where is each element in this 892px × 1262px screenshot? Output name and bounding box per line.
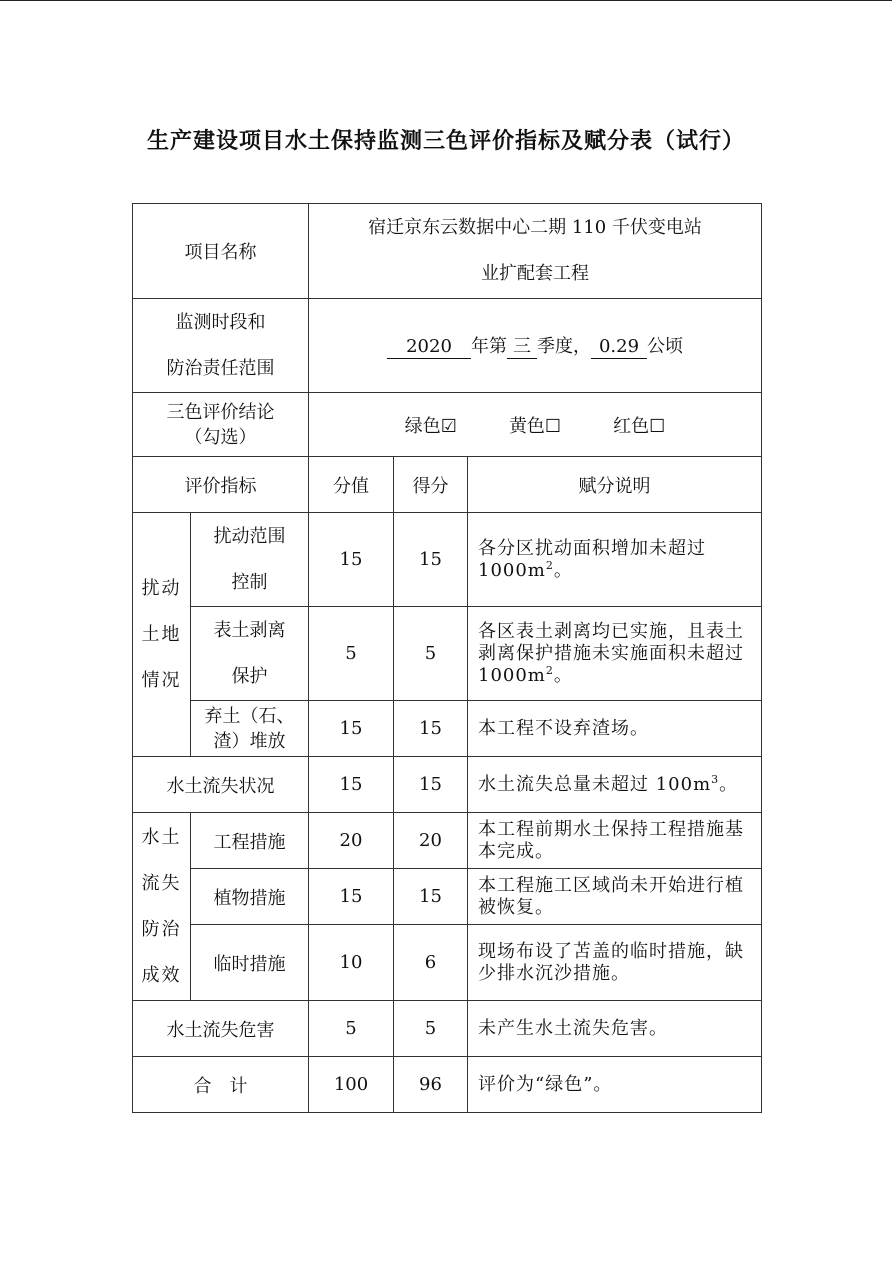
period-area-unit: 公顷 — [647, 336, 684, 357]
project-name — [309, 204, 762, 299]
table-row — [133, 925, 762, 1001]
table-row — [133, 607, 762, 701]
period-year: 2020 — [387, 336, 471, 359]
note-superscript: 3 — [711, 772, 720, 786]
table-row — [133, 701, 762, 757]
project-name-line2: 业扩配套工程 — [481, 263, 590, 284]
period-quarter: 三 — [507, 336, 537, 359]
value-cell: 5 — [309, 1001, 394, 1057]
conclusion-row — [133, 393, 762, 457]
note-cell: 本工程不设弃渣场。 — [468, 701, 762, 757]
item-label — [191, 701, 309, 757]
note-end: 。 — [719, 773, 739, 795]
value-cell: 5 — [309, 607, 394, 701]
disturb-group-line2: 土地 — [141, 623, 182, 645]
note-end: 。 — [553, 559, 573, 581]
score-cell: 5 — [394, 1001, 468, 1057]
total-row — [133, 1057, 762, 1113]
prevention-group-label — [133, 813, 191, 1001]
note-end: 。 — [553, 664, 573, 686]
total-score: 96 — [394, 1057, 468, 1113]
item-label-line2: 控制 — [231, 571, 268, 593]
period-label-line1: 监测时段和 — [175, 311, 266, 333]
item-label: 工程措施 — [191, 813, 309, 869]
header-row — [133, 457, 762, 513]
value-cell: 15 — [309, 757, 394, 813]
score-cell: 15 — [394, 701, 468, 757]
hazard-row — [133, 1001, 762, 1057]
top-border-line — [0, 0, 892, 1]
item-label-line1: 扰动范围 — [213, 525, 286, 547]
note-cell — [468, 757, 762, 813]
note-text: 水土流失总量未超过 100m — [478, 773, 712, 795]
header-indicator: 评价指标 — [133, 457, 309, 513]
table-row — [133, 513, 762, 607]
note-cell: 本工程施工区域尚未开始进行植被恢复。 — [468, 869, 762, 925]
header-value: 分值 — [309, 457, 394, 513]
score-cell: 20 — [394, 813, 468, 869]
period-year-suffix: 年第 — [471, 336, 508, 357]
yellow-checkbox[interactable]: 黄色☐ — [508, 415, 562, 437]
item-label-line1: 表土剥离 — [213, 619, 286, 641]
loss-status-label: 水土流失状况 — [133, 757, 309, 813]
prevention-group-line1: 水土 — [141, 826, 182, 848]
note-text: 各分区扰动面积增加未超过 1000m — [478, 537, 706, 581]
score-cell: 15 — [394, 757, 468, 813]
period-area: 0.29 — [591, 336, 647, 359]
period-value — [309, 299, 762, 393]
page-title: 生产建设项目水土保持监测三色评价指标及赋分表（试行） — [146, 129, 745, 154]
value-cell: 15 — [309, 513, 394, 607]
table-row — [133, 869, 762, 925]
conclusion-label-line1: 三色评价结论 — [166, 401, 275, 423]
prevention-group-line3: 防治 — [141, 918, 182, 940]
note-cell — [468, 513, 762, 607]
conclusion-label — [133, 393, 309, 457]
score-cell: 15 — [394, 513, 468, 607]
value-cell: 15 — [309, 869, 394, 925]
total-label: 合 计 — [133, 1057, 309, 1113]
note-superscript: 2 — [545, 558, 554, 572]
item-label: 临时措施 — [191, 925, 309, 1001]
disturb-group-line3: 情况 — [141, 669, 182, 691]
loss-status-row — [133, 757, 762, 813]
period-label — [133, 299, 309, 393]
disturb-group-line1: 扰动 — [141, 577, 182, 599]
project-name-line1: 宿迁京东云数据中心二期 110 千伏变电站 — [368, 217, 702, 238]
value-cell: 10 — [309, 925, 394, 1001]
evaluation-table — [132, 203, 762, 1113]
green-checkbox[interactable]: 绿色☑ — [404, 415, 457, 437]
red-checkbox[interactable]: 红色☐ — [613, 415, 666, 437]
period-label-line2: 防治责任范围 — [166, 357, 275, 379]
project-row — [133, 204, 762, 299]
item-label-line1: 弃土（石、 — [204, 705, 295, 727]
total-value: 100 — [309, 1057, 394, 1113]
note-superscript: 2 — [545, 663, 554, 677]
prevention-group-line2: 流失 — [141, 872, 182, 894]
total-note: 评价为“绿色”。 — [468, 1057, 762, 1113]
prevention-group-line4: 成效 — [141, 964, 182, 986]
conclusion-label-line2: （勾选） — [184, 426, 257, 448]
conclusion-options — [309, 393, 762, 457]
hazard-label: 水土流失危害 — [133, 1001, 309, 1057]
score-cell: 6 — [394, 925, 468, 1001]
item-label-line2: 渣）堆放 — [213, 730, 286, 752]
note-cell: 现场布设了苫盖的临时措施，缺少排水沉沙措施。 — [468, 925, 762, 1001]
score-cell: 15 — [394, 869, 468, 925]
value-cell: 15 — [309, 701, 394, 757]
table-row — [133, 813, 762, 869]
project-label: 项目名称 — [133, 204, 309, 299]
item-label — [191, 513, 309, 607]
disturb-group-label — [133, 513, 191, 757]
note-cell — [468, 607, 762, 701]
note-text: 各区表土剥离均已实施，且表土剥离保护措施未实施面积未超过 1000m — [478, 620, 744, 686]
period-row — [133, 299, 762, 393]
score-cell: 5 — [394, 607, 468, 701]
header-note: 赋分说明 — [468, 457, 762, 513]
item-label-line2: 保护 — [231, 665, 268, 687]
value-cell: 20 — [309, 813, 394, 869]
note-cell: 未产生水土流失危害。 — [468, 1001, 762, 1057]
item-label: 植物措施 — [191, 869, 309, 925]
period-quarter-suffix: 季度， — [537, 336, 592, 357]
note-cell: 本工程前期水土保持工程措施基本完成。 — [468, 813, 762, 869]
item-label — [191, 607, 309, 701]
header-score: 得分 — [394, 457, 468, 513]
